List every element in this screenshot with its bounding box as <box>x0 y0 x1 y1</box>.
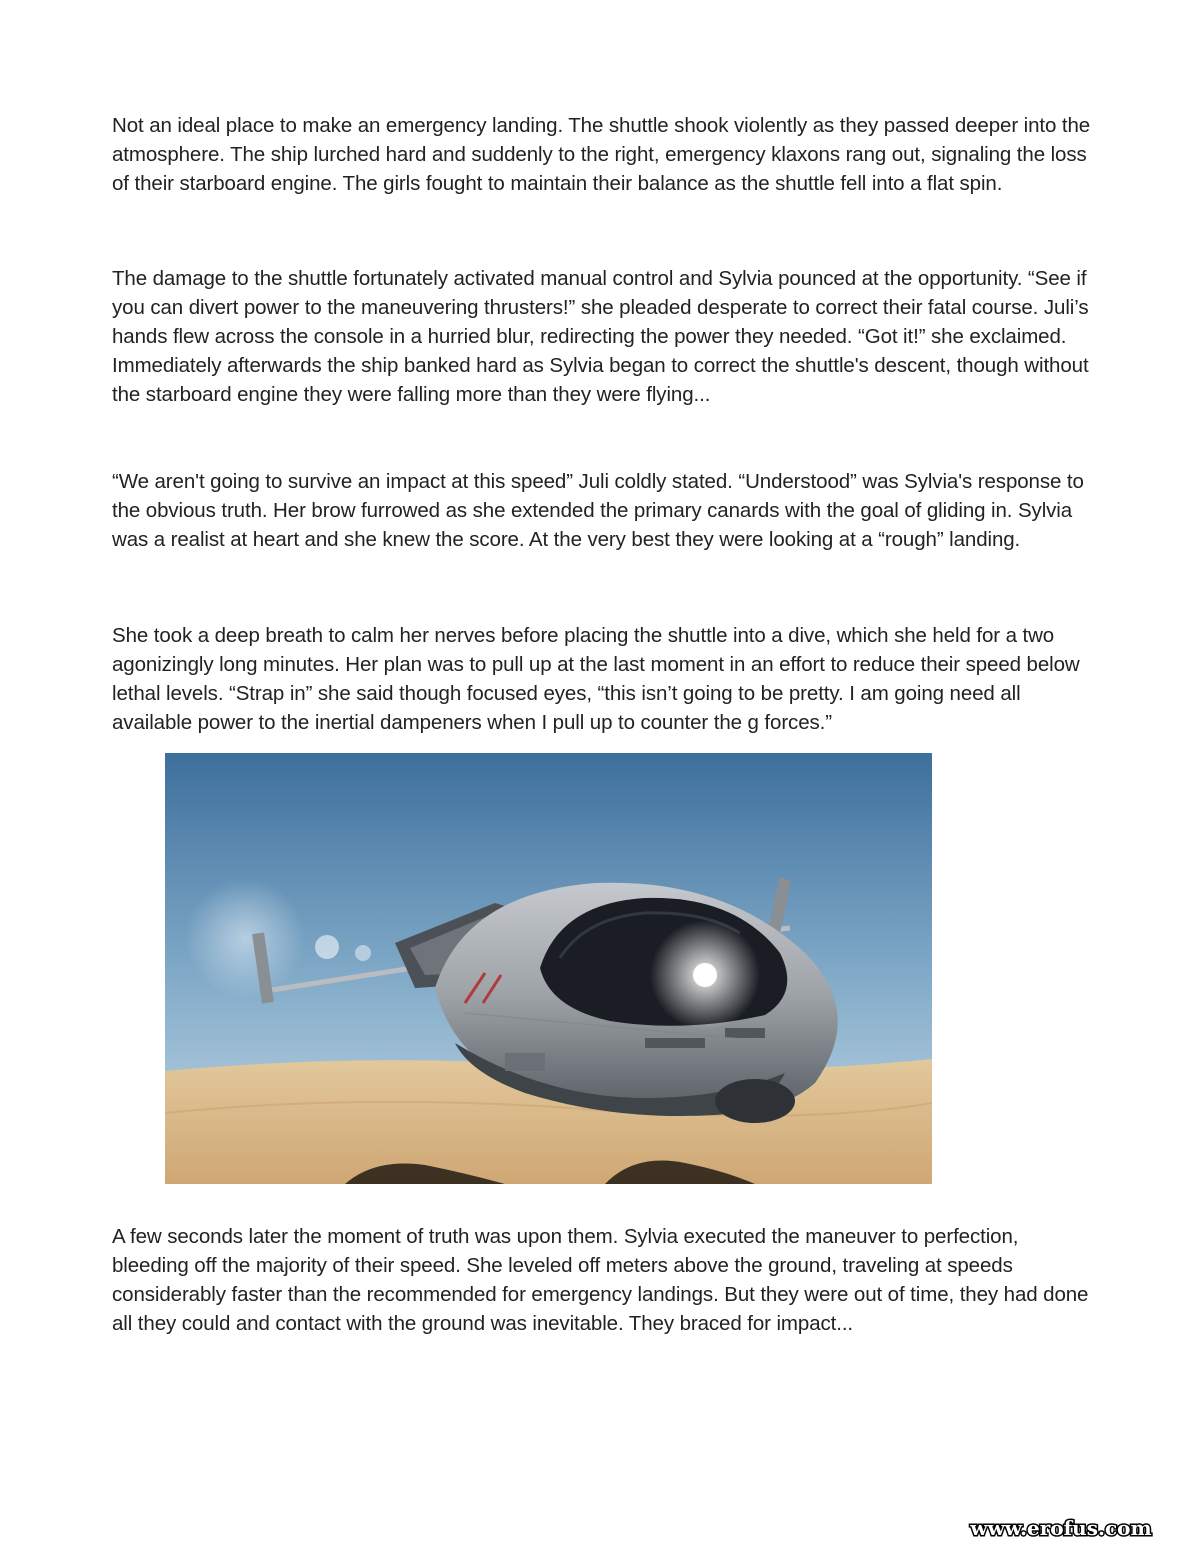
paragraph-5: A few seconds later the moment of truth was upon them. Sylvia executed the maneuver to perfection, bleeding off the majority of their speed. She leveled off meters above the ground, traveling at speeds considerably faster than the recommended for emergency landings. But they were out of time, they had done all they could and contact with the ground was inevitable. They braced for impact... <box>112 1225 1089 1335</box>
paragraph-3: “We aren't going to survive an impact at this speed” Juli coldly stated. “Understood” was Sylvia's response to the obvious truth. Her brow furrowed as she extended the primary canards with the goal of gliding in. Sylvia was a realist at heart and she knew the score. At the very best they were looking at a “rough” landing. <box>112 470 1084 551</box>
paragraph-1: Not an ideal place to make an emergency landing. The shuttle shook violently as they passed deeper into the atmosphere. The ship lurched hard and suddenly to the right, emergency klaxons rang out, signaling the loss of their starboard engine. The girls fought to maintain their balance as the shuttle fell into a flat spin. <box>112 114 1091 195</box>
shuttle-illustration <box>165 753 932 1184</box>
paragraph-4: She took a deep breath to calm her nerves before placing the shuttle into a dive, which she held for a two agonizingly long minutes. Her plan was to pull up at the last moment in an effort to reduce their speed below lethal levels. “Strap in” she said though focused eyes, “this isn’t going to be pretty. I am going need all available power to the inertial dampeners when I pull up to counter the g forces.” <box>112 624 1080 734</box>
watermark-logo <box>955 1513 1167 1543</box>
watermark-text: www.erofus.com <box>970 1516 1152 1540</box>
paragraph-2: The damage to the shuttle fortunately activated manual control and Sylvia pounced at the opportunity. “See if you can divert power to the maneuvering thrusters!” she pleaded desperate to correct their fatal course. Juli’s hands flew across the console in a hurried blur, redirecting the power they needed. “Got it!” she exclaimed. Immediately afterwards the ship banked hard as Sylvia began to correct the shuttle's descent, though without the starboard engine they were falling more than they were flying... <box>112 267 1089 406</box>
